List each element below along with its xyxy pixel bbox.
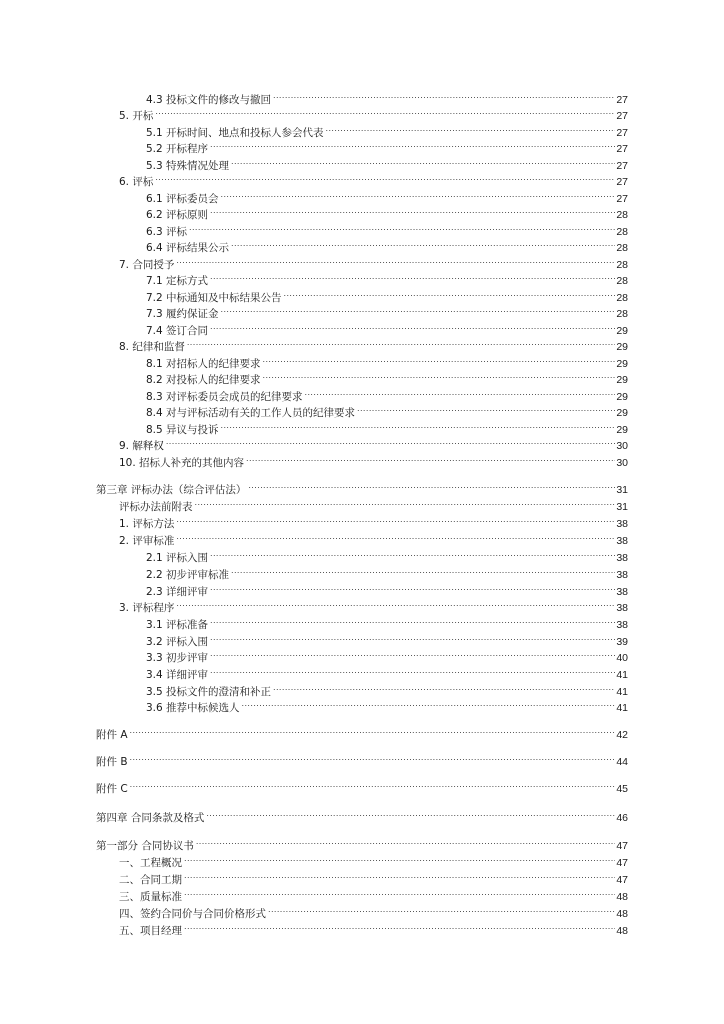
toc-entry-title: 二、合同工期: [119, 874, 182, 886]
toc-entry-page-number: 41: [616, 669, 628, 681]
toc-leader-dots: [357, 403, 615, 416]
toc-entry-title: 8.2 对投标人的纪律要求: [146, 374, 261, 386]
toc-entry[interactable]: [146, 205, 628, 221]
toc-leader-dots: [184, 921, 615, 934]
toc-entry-title: 6.3 评标: [146, 226, 188, 238]
toc-entry-page-number: 29: [616, 407, 628, 419]
toc-entry[interactable]: [146, 304, 628, 320]
toc-entry-page-number: 29: [616, 374, 628, 386]
toc-entry-page-number: 48: [616, 908, 628, 920]
toc-entry[interactable]: [119, 887, 628, 903]
toc-entry-page-number: 27: [616, 110, 628, 122]
toc-leader-dots: [210, 321, 615, 334]
toc-leader-dots: [273, 682, 615, 695]
toc-entry-title: 5.3 特殊情况处理: [146, 160, 230, 172]
toc-entry-page-number: 28: [616, 275, 628, 287]
toc-entry[interactable]: [146, 271, 628, 287]
toc-entry[interactable]: [146, 123, 628, 139]
toc-leader-dots: [326, 123, 616, 136]
toc-leader-dots: [187, 337, 615, 350]
toc-leader-dots: [130, 725, 616, 738]
toc-entry-page-number: 38: [616, 535, 628, 547]
toc-leader-dots: [176, 598, 615, 611]
toc-entry-page-number: 28: [616, 259, 628, 271]
toc-leader-dots: [189, 222, 615, 235]
toc-entry-page-number: 31: [616, 484, 628, 496]
toc-leader-dots: [263, 370, 616, 383]
toc-entry[interactable]: [96, 808, 628, 824]
toc-leader-dots: [195, 497, 616, 510]
toc-leader-dots: [273, 90, 615, 103]
toc-entry-page-number: 28: [616, 308, 628, 320]
toc-entry-title: 3.5 投标文件的澄清和补正: [146, 686, 272, 698]
toc-entry-title: 附件 B: [96, 756, 128, 768]
toc-leader-dots: [166, 436, 615, 449]
toc-leader-dots: [231, 565, 615, 578]
toc-leader-dots: [210, 582, 615, 595]
toc-entry[interactable]: [146, 665, 628, 681]
toc-entry-title: 6.2 评标原则: [146, 209, 209, 221]
toc-leader-dots: [210, 205, 615, 218]
toc-entry-page-number: 27: [616, 143, 628, 155]
toc-leader-dots: [184, 853, 615, 866]
toc-leader-dots: [221, 420, 616, 433]
toc-entry[interactable]: [119, 497, 628, 513]
toc-entry-page-number: 27: [616, 127, 628, 139]
toc-entry-page-number: 28: [616, 242, 628, 254]
toc-entry-title: 7.3 履约保证金: [146, 308, 219, 320]
toc-entry-title: 第四章 合同条款及格式: [96, 812, 205, 824]
toc-entry-title: 8. 纪律和监督: [119, 341, 185, 353]
toc-entry[interactable]: [146, 288, 628, 304]
toc-entry[interactable]: [146, 565, 628, 581]
toc-leader-dots: [155, 106, 615, 119]
toc-entry-page-number: 28: [616, 292, 628, 304]
toc-entry-title: 9. 解释权: [119, 440, 164, 452]
toc-leader-dots: [210, 665, 615, 678]
toc-entry[interactable]: [96, 779, 628, 795]
toc-entry-page-number: 29: [616, 424, 628, 436]
toc-leader-dots: [284, 288, 616, 301]
toc-entry-title: 3. 评标程序: [119, 602, 175, 614]
toc-entry-title: 2.1 评标入围: [146, 552, 209, 564]
toc-entry-page-number: 40: [616, 652, 628, 664]
toc-entry[interactable]: [146, 548, 628, 564]
toc-entry[interactable]: [146, 139, 628, 155]
toc-entry-title: 8.5 异议与投诉: [146, 424, 219, 436]
toc-leader-dots: [184, 887, 615, 900]
toc-entry-page-number: 29: [616, 325, 628, 337]
toc-entry-title: 2.3 详细评审: [146, 586, 209, 598]
toc-entry[interactable]: [119, 172, 628, 188]
toc-leader-dots: [210, 271, 615, 284]
toc-entry[interactable]: [119, 106, 628, 122]
toc-entry[interactable]: [96, 836, 628, 852]
toc-entry[interactable]: [146, 403, 628, 419]
toc-entry[interactable]: [119, 453, 628, 469]
toc-entry-page-number: 30: [616, 440, 628, 452]
toc-entry-title: 3.3 初步评审: [146, 652, 209, 664]
toc-entry[interactable]: [146, 370, 628, 386]
toc-entry[interactable]: [146, 582, 628, 598]
toc-leader-dots: [210, 632, 615, 645]
toc-leader-dots: [184, 870, 615, 883]
toc-leader-dots: [221, 304, 616, 317]
toc-entry-page-number: 29: [616, 358, 628, 370]
toc-entry[interactable]: [146, 189, 628, 205]
toc-entry-page-number: 39: [616, 636, 628, 648]
toc-entry-title: 四、签约合同价与合同价格形式: [119, 908, 266, 920]
toc-entry-page-number: 27: [616, 160, 628, 172]
toc-entry[interactable]: [146, 632, 628, 648]
toc-entry-page-number: 45: [616, 783, 628, 795]
toc-leader-dots: [242, 698, 616, 711]
toc-leader-dots: [176, 514, 615, 527]
toc-entry-page-number: 27: [616, 176, 628, 188]
toc-leader-dots: [221, 189, 616, 202]
toc-entry-page-number: 31: [616, 501, 628, 513]
toc-entry-title: 1. 评标方法: [119, 518, 175, 530]
toc-entry[interactable]: [146, 615, 628, 631]
toc-entry-title: 5.1 开标时间、地点和投标人参会代表: [146, 127, 324, 139]
toc-leader-dots: [231, 238, 615, 251]
toc-entry-title: 5. 开标: [119, 110, 154, 122]
toc-entry-title: 2.2 初步评审标准: [146, 569, 230, 581]
toc-entry-title: 10. 招标人补充的其他内容: [119, 457, 245, 469]
toc-entry[interactable]: [96, 752, 628, 768]
toc-entry-page-number: 48: [616, 925, 628, 937]
toc-leader-dots: [263, 354, 616, 367]
toc-entry-title: 8.4 对与评标活动有关的工作人员的纪律要求: [146, 407, 356, 419]
toc-entry-title: 5.2 开标程序: [146, 143, 209, 155]
toc-entry[interactable]: [146, 156, 628, 172]
toc-leader-dots: [176, 531, 615, 544]
toc-leader-dots: [210, 139, 615, 152]
toc-entry-page-number: 38: [616, 569, 628, 581]
toc-entry-title: 6.4 评标结果公示: [146, 242, 230, 254]
toc-entry-page-number: 28: [616, 209, 628, 221]
toc-entry-title: 三、质量标准: [119, 891, 182, 903]
toc-entry-page-number: 44: [616, 756, 628, 768]
toc-leader-dots: [210, 615, 615, 628]
toc-entry-title: 评标办法前附表: [119, 501, 193, 513]
toc-entry-page-number: 27: [616, 193, 628, 205]
toc-leader-dots: [130, 779, 616, 792]
toc-entry[interactable]: [119, 531, 628, 547]
toc-entry-title: 7.4 签订合同: [146, 325, 209, 337]
toc-entry-title: 4.3 投标文件的修改与撤回: [146, 94, 272, 106]
toc-leader-dots: [246, 453, 615, 466]
toc-entry-title: 3.6 推荐中标候选人: [146, 702, 240, 714]
toc-entry-title: 3.4 详细评审: [146, 669, 209, 681]
toc-entry-title: 8.1 对招标人的纪律要求: [146, 358, 261, 370]
toc-leader-dots: [196, 836, 615, 849]
toc-entry-page-number: 47: [616, 840, 628, 852]
toc-entry[interactable]: [119, 870, 628, 886]
toc-leader-dots: [155, 172, 615, 185]
toc-entry-title: 7. 合同授予: [119, 259, 175, 271]
toc-entry[interactable]: [146, 222, 628, 238]
toc-leader-dots: [210, 548, 615, 561]
toc-entry[interactable]: [146, 648, 628, 664]
toc-entry[interactable]: [119, 598, 628, 614]
toc-entry[interactable]: [119, 904, 628, 920]
toc-entry-title: 2. 评审标准: [119, 535, 175, 547]
toc-entry-title: 6. 评标: [119, 176, 154, 188]
toc-entry-page-number: 38: [616, 619, 628, 631]
toc-entry-page-number: 30: [616, 457, 628, 469]
toc-entry-page-number: 47: [616, 874, 628, 886]
toc-entry-page-number: 42: [616, 729, 628, 741]
toc-entry-title: 7.2 中标通知及中标结果公告: [146, 292, 282, 304]
toc-entry[interactable]: [146, 354, 628, 370]
toc-entry[interactable]: [119, 853, 628, 869]
toc-entry[interactable]: [146, 698, 628, 714]
toc-leader-dots: [305, 387, 616, 400]
toc-entry-page-number: 48: [616, 891, 628, 903]
toc-entry[interactable]: [146, 420, 628, 436]
toc-leader-dots: [268, 904, 615, 917]
toc-entry-page-number: 38: [616, 586, 628, 598]
toc-entry-title: 6.1 评标委员会: [146, 193, 219, 205]
toc-entry-page-number: 38: [616, 518, 628, 530]
toc-entry[interactable]: [119, 436, 628, 452]
toc-entry-title: 第三章 评标办法（综合评估法）: [96, 484, 247, 496]
toc-entry-page-number: 29: [616, 391, 628, 403]
toc-entry[interactable]: [96, 725, 628, 741]
toc-entry-title: 8.3 对评标委员会成员的纪律要求: [146, 391, 303, 403]
toc-entry[interactable]: [119, 921, 628, 937]
toc-entry[interactable]: [146, 90, 628, 106]
toc-entry[interactable]: [119, 514, 628, 530]
toc-entry[interactable]: [146, 387, 628, 403]
toc-leader-dots: [210, 648, 615, 661]
toc-entry[interactable]: [146, 238, 628, 254]
toc-entry-title: 一、工程概况: [119, 857, 182, 869]
toc-leader-dots: [176, 255, 615, 268]
toc-entry-title: 3.2 评标入围: [146, 636, 209, 648]
toc-entry-page-number: 46: [616, 812, 628, 824]
toc-entry[interactable]: [146, 682, 628, 698]
toc-entry-page-number: 41: [616, 686, 628, 698]
toc-entry[interactable]: [146, 321, 628, 337]
toc-entry[interactable]: [119, 337, 628, 353]
toc-entry-page-number: 38: [616, 552, 628, 564]
toc-leader-dots: [231, 156, 615, 169]
toc-entry-title: 7.1 定标方式: [146, 275, 209, 287]
toc-leader-dots: [206, 808, 615, 821]
toc-entry-title: 附件 C: [96, 783, 128, 795]
toc-entry-page-number: 27: [616, 94, 628, 106]
toc-entry-page-number: 41: [616, 702, 628, 714]
toc-entry[interactable]: [96, 480, 628, 496]
toc-entry-title: 3.1 评标准备: [146, 619, 209, 631]
toc-entry-page-number: 47: [616, 857, 628, 869]
toc-leader-dots: [248, 480, 615, 493]
toc-entry[interactable]: [119, 255, 628, 271]
toc-entry-title: 第一部分 合同协议书: [96, 840, 194, 852]
toc-entry-title: 附件 A: [96, 729, 128, 741]
toc-leader-dots: [130, 752, 616, 765]
toc-entry-title: 五、项目经理: [119, 925, 182, 937]
toc-entry-page-number: 29: [616, 341, 628, 353]
toc-entry-page-number: 38: [616, 602, 628, 614]
toc-entry-page-number: 28: [616, 226, 628, 238]
